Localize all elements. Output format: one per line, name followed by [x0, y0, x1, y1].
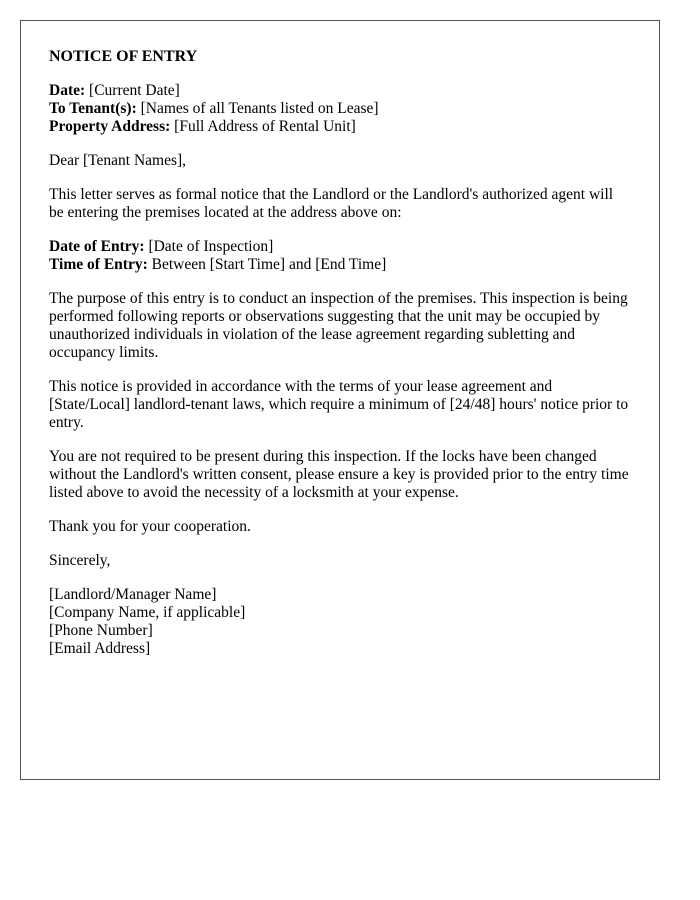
to-tenant-label: To Tenant(s):	[49, 100, 137, 117]
property-address-value: [Full Address of Rental Unit]	[174, 118, 356, 135]
entry-time-value: Between [Start Time] and [End Time]	[151, 256, 387, 273]
entry-date-label: Date of Entry:	[49, 238, 145, 255]
signature-company: [Company Name, if applicable]	[49, 604, 246, 621]
letter-title: NOTICE OF ENTRY	[49, 48, 198, 65]
entry-details	[49, 238, 631, 274]
to-tenant-line	[49, 100, 631, 118]
closing: Sincerely,	[49, 552, 111, 569]
presence-paragraph: You are not required to be present during this inspection. If the locks have been changed without the Landlord's written consent, please ensure a key is provided prior to the entry time listed above to avoid the necessity of a locksmith at your expense.	[49, 448, 629, 501]
property-address-label: Property Address:	[49, 118, 171, 135]
property-address-line	[49, 118, 631, 136]
purpose-paragraph: The purpose of this entry is to conduct an inspection of the premises. This inspection is being performed following reports or observations suggesting that the unit may be occupied by unauthorized individuals in violation of the lease agreement regarding subletting and occupancy limits.	[49, 290, 628, 361]
signature-name: [Landlord/Manager Name]	[49, 586, 217, 603]
legal-paragraph: This notice is provided in accordance with the terms of your lease agreement and [State/Local] landlord-tenant laws, which require a minimum of [24/48] hours' notice prior to entry.	[49, 378, 629, 431]
signature-email: [Email Address]	[49, 640, 151, 657]
letter-header	[49, 82, 631, 136]
entry-time-line	[49, 256, 631, 274]
date-line	[49, 82, 631, 100]
to-tenant-value: [Names of all Tenants listed on Lease]	[140, 100, 379, 117]
signature-phone: [Phone Number]	[49, 622, 153, 639]
signature-block	[49, 586, 631, 658]
date-value: [Current Date]	[89, 82, 180, 99]
entry-date-value: [Date of Inspection]	[148, 238, 274, 255]
thanks-paragraph: Thank you for your cooperation.	[49, 518, 251, 535]
salutation: Dear [Tenant Names],	[49, 152, 187, 169]
intro-paragraph: This letter serves as formal notice that the Landlord or the Landlord's authorized agent will be entering the premises located at the address above on:	[49, 186, 614, 221]
entry-date-line	[49, 238, 631, 256]
date-label: Date:	[49, 82, 86, 99]
letter-page	[20, 20, 660, 780]
entry-time-label: Time of Entry:	[49, 256, 148, 273]
